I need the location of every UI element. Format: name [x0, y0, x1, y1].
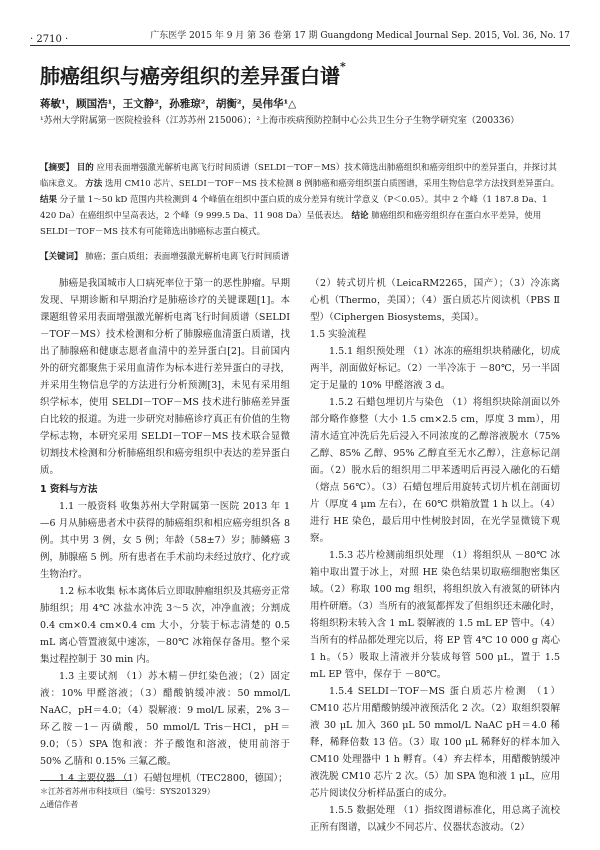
corresponding-note: △通信作者 [40, 800, 79, 809]
section-heading-methods: 1 资料与方法 [40, 484, 98, 495]
conclusion-label: 结论 [351, 211, 369, 221]
footnote [40, 780, 290, 811]
subsection-1-5-4-text: （1）CM10 芯片用醋酸钠缓冲液预活化 2 次。（2）取组织裂解液 30 μL 加入 360 μL 50 mmol/L NaAC pH＝4.0 稀释，稀释倍数 13 倍。（3）取 100 μL 稀释好的样本加入 CM10 处理器中 1 h 孵育。（4）弃去样本，用醋酸钠缓冲液洗脱 CM10 芯片 2 次。（5）加 SPA 饱和液 1 μL，应用芯片阅读仪分析样品蛋白的成分。 [310, 686, 560, 799]
subsection-1-5-4-heading: 1.5.4 SELDI－TOF－MS 蛋白质芯片检测 [329, 686, 528, 697]
subsection-1-1 [40, 498, 290, 583]
subsection-1-5-3 [310, 547, 560, 683]
subsection-1-2-heading: 1.2 标本收集 [59, 586, 116, 597]
subsection-1-3 [40, 668, 290, 770]
subsection-1-1-text: 收集苏州大学附属第一医院 2013 年 1—6 月从肺癌患者术中获得的肺癌组织和相应癌旁组织各 8 例。其中男 3 例，女 5 例；年龄（58±7）岁；肺鳞癌 3 例，肺腺癌 5 例。所有患者在手术前均未经过放疗、化疗或生物治疗。 [40, 501, 290, 580]
result-label: 结果 [40, 195, 58, 205]
subsection-1-5-5-heading: 1.5.5 数据处理 [329, 805, 396, 816]
purpose-label: 目的 [76, 163, 94, 173]
author-list: 蒋敏¹，顾国浩¹，王文静²，孙雅琼²，胡衡²，吴伟华¹△ [40, 98, 297, 110]
introduction-paragraph: 肺癌是我国城市人口病死率位于第一的恶性肿瘤。早期发现、早期诊断和早期治疗是肺癌诊疗的关键课题[1]。本课题组曾采用表面增强激光解析电离飞行时间质谱（SELDI－TOF－MS）技术检测和分析了肺腺癌血清蛋白质谱，找出了肺腺癌和健康志愿者血清中的差异蛋白[2]。目前国内外的研究都聚焦于采用血清作为标本进行差异蛋白的寻找，并采用生物信息学的方法进行分析预测[3]，未见有采用组织学标本，使用 SELDI－TOF－MS 技术进行肺癌差异蛋白比较的报道。为进一步研究对肺癌诊疗真正有价值的生物学标志物，本研究采用 SELDI－TOF－MS 技术联合显微切割技术检测和分析肺癌组织和癌旁组织中表达的差异蛋白质。 [40, 278, 290, 476]
running-header [30, 28, 570, 46]
subsection-1-2 [40, 583, 290, 668]
subsection-1-5-4 [310, 683, 560, 802]
subsection-1-4-text: （1）石蜡包埋机（TEC2800，德国）； [118, 773, 288, 784]
title-footnote-mark: * [340, 60, 346, 73]
fund-note: ＊江苏省苏州市科技项目（编号：SYS201329） [40, 787, 215, 796]
right-column [310, 275, 560, 836]
page-number: · 2710 · [30, 34, 69, 45]
subsection-1-5-3-heading: 1.5.3 芯片检测前组织处理 [329, 550, 444, 561]
subsection-1-5-2-text: （1）将组织块除剖面以外部分略作修整（大小 1.5 cm×2.5 cm，厚度 3 mm），用清水适宜冲洗后先后浸入不同浓度的乙醇溶液脱水（75% 乙醇、85% 乙醇、95% 乙醇直至无水乙醇），注意标记剖面。（2）脱水后的组织用二甲苯透明后再浸入融化的石蜡（熔点 56℃）。（3）石蜡包埋后用旋转式切片机在剖面切片（厚度 4 μm 左右），在 60℃ 烘箱放置 1 h 以上。（4）进行 HE 染色，最后用中性树胶封固，在光学显微镜下观察。 [310, 397, 560, 544]
subsection-1-4-heading: 1.4 主要仪器 [59, 773, 116, 784]
header-rule [30, 45, 570, 46]
keywords [40, 250, 560, 262]
subsection-1-5-5 [310, 802, 560, 836]
method-label: 方法 [85, 179, 103, 189]
purpose-text: 应用表面增强激光解析电离飞行时间质谱（SELDI－TOF－MS）技术筛选出肺癌组织和癌旁组织中的差异蛋白，并探讨其临床意义。 [40, 163, 557, 189]
subsection-1-3-text: （1）苏木精－伊红染色液；（2）固定液：10% 甲醛溶液；（3）醋酸钠缓冲液：50 mmol/L NaAC，pH＝4.0；（4）裂解液：9 mol/L 尿素，2% 3－环乙胺－1－丙磺酸，50 mmol/L Tris－HCl，pH＝9.0；（5）SPA 饱和液：芥子酸饱和溶液，使用前溶于 50% 乙腈和 0.15% 三氟乙酸。 [40, 671, 290, 767]
subsection-1-5-2-heading: 1.5.2 石蜡包埋切片与染色 [329, 397, 444, 408]
abstract-label: 【摘要】 [40, 163, 75, 173]
footnote-rule [40, 780, 130, 781]
abstract [40, 160, 560, 240]
result-text: 分子量 1～50 kD 范围内共检测到 4 个峰值在组织中蛋白质的成分差异有统计学意义（P＜0.05）。其中 2 个峰（1 187.8 Da、1 420 Da）在癌组织中呈高表达，2 个峰（9 999.5 Da、11 908 Da）呈低表达。 [40, 195, 548, 221]
article-title: 肺癌组织与癌旁组织的差异蛋白谱* [40, 60, 346, 88]
keywords-text: 肺癌；蛋白质组；表面增强激光解析电离飞行时间质谱 [85, 252, 290, 262]
instrument-continuation: （2）转式切片机（LeicaRM2265，国产）；（3）冷冻离心机（Thermo，美国）；（4）蛋白质芯片阅读机（PBS Ⅱ 型）（Ciphergen Biosystems，美国）。 [310, 278, 560, 323]
conclusion-text: 肺癌组织和癌旁组织存在蛋白水平差异，使用 SELDI－TOF－MS 技术有可能筛选出肺癌标志蛋白模式。 [40, 211, 542, 237]
keywords-label: 【关键词】 [40, 252, 83, 262]
left-column [40, 275, 290, 787]
subsection-1-5-2 [310, 394, 560, 547]
subsection-1-2-text: 标本离体后立即取肿瘤组织及其癌旁正常肺组织；用 4℃ 冰盐水冲洗 3～5 次，冲净血液；分割成 0.4 cm×0.4 cm×0.4 cm 大小，分装于标志清楚的 0.5 mL 离心管置液氮中速冻，－80℃ 冰箱保存备用。整个采集过程控制于 30 min 内。 [40, 586, 290, 665]
affiliations: ¹苏州大学附属第一医院检验科（江苏苏州 215006）；²上海市疾病预防控制中心公共卫生分子生物学研究室（200336） [40, 116, 520, 126]
subsection-1-5-1-heading: 1.5.1 组织预处理 [329, 346, 405, 357]
subsection-1-5-3-text: （1）将组织从 －80℃ 冰箱中取出置于冰上，对照 HE 染色结果切取癌细胞密集区域。（2）称取 100 mg 组织，将组织放入有液氮的研钵内用杵研磨。（3）当所有的液氮都挥发了但组织还未融化时，将组织粉末转入含 1 mL 裂解液的 1.5 mL EP 管中。（4）当所有的样品都处理完以后，将 EP 管 4℃ 10 000 g 离心 1 h。（5）吸取上清液并分装成每管 500 μL，置于 1.5 mL EP 管中，保存于 －80℃。 [310, 550, 560, 680]
subsection-1-5-1-text: （1）冰冻的癌组织块稍融化，切成两半，剖面做好标记。（2）一半冷冻于 －80℃，另一半固定于足量的 10% 甲醛溶液 3 d。 [310, 346, 560, 391]
subsection-1-3-heading: 1.3 主要试剂 [59, 671, 118, 682]
subsection-1-5-1 [310, 343, 560, 394]
subsection-1-5-5-text: （1）指纹图谱标准化，用总离子流校正所有图谱，以减少不同芯片、仪器状态波动。（2） [310, 805, 560, 833]
journal-info: 广东医学 2015 年 9 月 第 36 卷第 17 期 Guangdong Medical Journal Sep. 2015, Vol. 36, No. 17 [150, 31, 570, 41]
section-heading-1-5: 1.5 实验流程 [310, 329, 367, 340]
method-text: 选用 CM10 芯片、SELDI－TOF－MS 技术检测 8 例肺癌和癌旁组织蛋白质图谱，采用生物信息学方法找到差异蛋白。 [104, 179, 560, 189]
subsection-1-1-heading: 1.1 一般资料 [59, 501, 118, 512]
